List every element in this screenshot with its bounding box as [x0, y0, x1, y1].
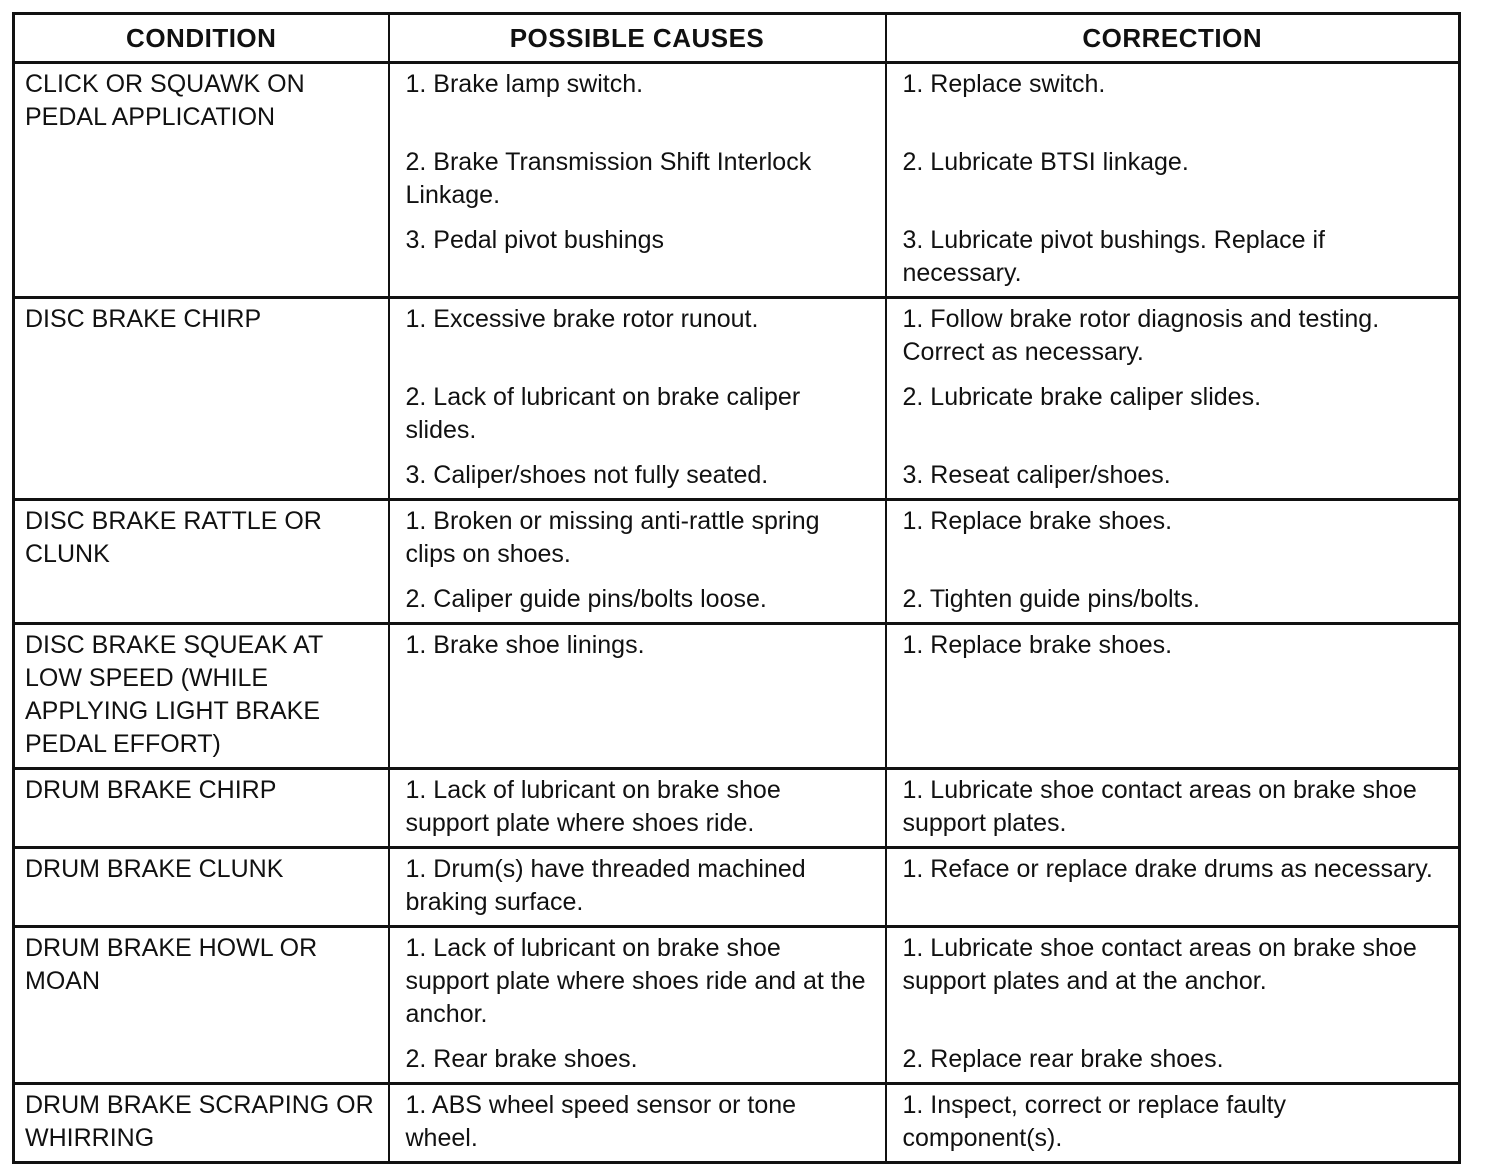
- correction-cell: [886, 624, 1460, 769]
- causes-cell: [389, 500, 886, 624]
- correction-cell: [886, 63, 1460, 298]
- correction-item: 1. Lubricate shoe contact areas on brake shoe support plates.: [902, 776, 1417, 837]
- correction-item: 1. Inspect, correct or replace faulty component(s).: [902, 1091, 1287, 1152]
- table-row: [14, 769, 1460, 848]
- table-row: [14, 500, 1460, 624]
- table-row: [14, 927, 1460, 1084]
- correction-item: 1. Replace switch.: [902, 70, 1106, 98]
- cause-item: 2. Caliper guide pins/bolts loose.: [405, 585, 767, 613]
- cause-item: 1. Broken or missing anti-rattle spring clips on shoes.: [405, 507, 820, 568]
- cause-item: 3. Caliper/shoes not fully seated.: [405, 461, 769, 489]
- causes-cell: [389, 298, 886, 500]
- correction-cell: [886, 927, 1460, 1084]
- cause-item: 2. Lack of lubricant on brake caliper slides.: [405, 383, 801, 444]
- correction-item: 2. Lubricate BTSI linkage.: [902, 148, 1189, 176]
- correction-cell: [886, 1084, 1460, 1163]
- table-header-row: [14, 14, 1460, 63]
- correction-cell: [886, 769, 1460, 848]
- correction-item: 1. Follow brake rotor diagnosis and testing. Correct as necessary.: [902, 305, 1380, 366]
- table-row: [14, 298, 1460, 500]
- causes-cell: [389, 1084, 886, 1163]
- correction-item: 1. Lubricate shoe contact areas on brake shoe support plates and at the anchor.: [902, 934, 1417, 995]
- correction-item: 3. Lubricate pivot bushings. Replace if necessary.: [902, 226, 1325, 287]
- correction-item: 2. Tighten guide pins/bolts.: [902, 585, 1200, 613]
- cause-item: 1. Drum(s) have threaded machined braking surface.: [405, 855, 806, 916]
- causes-cell: [389, 769, 886, 848]
- condition-cell: DISC BRAKE CHIRP: [14, 298, 389, 500]
- causes-cell: [389, 624, 886, 769]
- condition-cell: DRUM BRAKE HOWL OR MOAN: [14, 927, 389, 1084]
- causes-cell: [389, 927, 886, 1084]
- diagnosis-sheet: [12, 12, 1458, 1164]
- correction-cell: [886, 298, 1460, 500]
- correction-item: 1. Reface or replace drake drums as necessary.: [902, 855, 1433, 883]
- table-row: [14, 63, 1460, 298]
- header-possible-causes: POSSIBLE CAUSES: [389, 14, 886, 63]
- cause-item: 1. Brake shoe linings.: [405, 631, 645, 659]
- causes-cell: [389, 848, 886, 927]
- cause-item: 1. Lack of lubricant on brake shoe support plate where shoes ride.: [405, 776, 781, 837]
- correction-item: 2. Lubricate brake caliper slides.: [902, 383, 1262, 411]
- correction-item: 3. Reseat caliper/shoes.: [902, 461, 1171, 489]
- table-row: [14, 624, 1460, 769]
- condition-cell: DRUM BRAKE SCRAPING OR WHIRRING: [14, 1084, 389, 1163]
- header-condition: CONDITION: [14, 14, 389, 63]
- correction-item: 2. Replace rear brake shoes.: [902, 1045, 1224, 1073]
- cause-item: 1. Brake lamp switch.: [405, 70, 644, 98]
- correction-item: 1. Replace brake shoes.: [902, 507, 1173, 535]
- cause-item: 2. Rear brake shoes.: [405, 1045, 638, 1073]
- correction-cell: [886, 500, 1460, 624]
- condition-cell: CLICK OR SQUAWK ON PEDAL APPLICATION: [14, 63, 389, 298]
- cause-item: 3. Pedal pivot bushings: [405, 226, 665, 254]
- cause-item: 1. Lack of lubricant on brake shoe support plate where shoes ride and at the anchor.: [405, 934, 866, 1028]
- cause-item: 2. Brake Transmission Shift Interlock Linkage.: [405, 148, 812, 209]
- condition-cell: DISC BRAKE RATTLE OR CLUNK: [14, 500, 389, 624]
- causes-cell: [389, 63, 886, 298]
- cause-item: 1. Excessive brake rotor runout.: [405, 305, 759, 333]
- correction-cell: [886, 848, 1460, 927]
- condition-cell: DRUM BRAKE CHIRP: [14, 769, 389, 848]
- table-row: [14, 848, 1460, 927]
- condition-cell: DISC BRAKE SQUEAK AT LOW SPEED (WHILE APPLYING LIGHT BRAKE PEDAL EFFORT): [14, 624, 389, 769]
- table-row: [14, 1084, 1460, 1163]
- brake-noise-diagnosis-table: [12, 12, 1461, 1164]
- condition-cell: DRUM BRAKE CLUNK: [14, 848, 389, 927]
- header-correction: CORRECTION: [886, 14, 1460, 63]
- cause-item: 1. ABS wheel speed sensor or tone wheel.: [405, 1091, 797, 1152]
- correction-item: 1. Replace brake shoes.: [902, 631, 1173, 659]
